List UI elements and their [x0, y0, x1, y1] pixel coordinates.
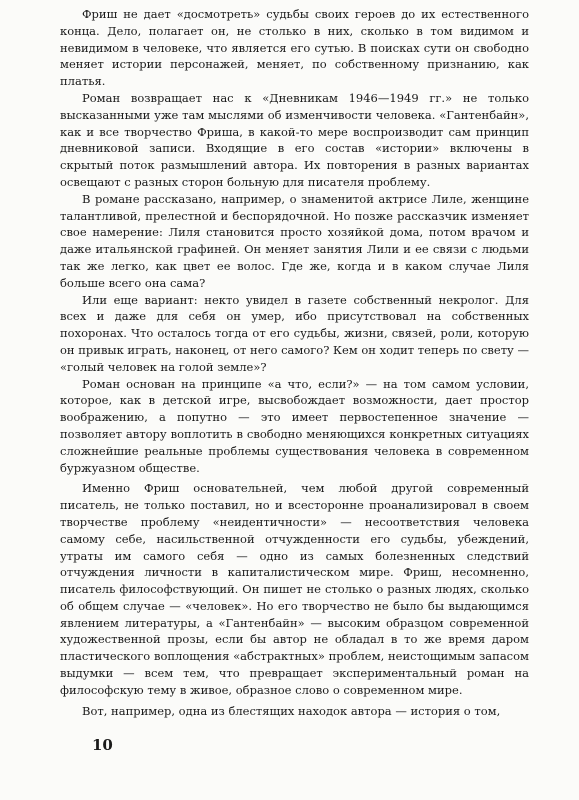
paragraph-3: В романе рассказано, например, о знаменитой актрисе Лиле, женщине талантливой, прелестной и беспорядочной. Но позже рассказчик изменяет свое намерение: Лиля становится просто хозяйкой дома, потом врачом и даже итальянской графиней. Он меняет занятия Лили и ее связи с людьми так же легко, как цвет ее волос. Где же, когда и в каком случае Лиля больше всего она сама?: [60, 191, 529, 290]
paragraph-4: Или еще вариант: некто увидел в газете собственный некролог. Для всех и даже для себя он умер, ибо присутствовал на собственных похоронах. Что осталось тогда от его судьбы, жизни, связей, роли, которую он привык играть, наконец, от него самого? Кем он ходит теперь по свету — «голый человек на голой земле»?: [60, 292, 529, 374]
paragraph-6: Именно Фриш основательней, чем любой другой современный писатель, не только поставил, но и всесторонне проанализировал в своем творчестве проблему «неидентичности» — несоответствия человека самому себе, насильственной отчужденности его судьбы, убеждений, утраты им самого себя — одно из самых болезненных следствий отчуждения личности в капиталистическом мире. Фриш, несомненно, писатель философствующий. Он пишет не столько о разных людях, сколько об общем случае — «человек». Но его творчество не было бы выдающимся явлением литературы, а «Гантенбайн» — высоким образцом современной художественной прозы, если бы автор не обладал в то же время даром пластического воплощения «абстрактных» проблем, неистощимым запасом выдумки — всем тем, что превращает экспериментальный роман на философскую тему в живое, образное слово о современном мире.: [60, 481, 529, 697]
body-text: [60, 6, 529, 719]
page-number: 10: [92, 736, 113, 754]
paragraph-7: Вот, например, одна из блестящих находок автора — история о том,: [82, 703, 501, 718]
paragraph-1: Фриш не дает «досмотреть» судьбы своих героев до их естественного конца. Дело, полагает он, не столько в них, сколько в том видимом и невидимом в человеке, что является его сутью. В поисках сути он свободно меняет истории персонажей, меняет, по собственному признанию, как платья.: [60, 7, 529, 89]
paragraph-2: Роман возвращает нас к «Дневникам 1946—1949 гг.» не только высказанными уже там мыслями об изменчивости человека. «Гантенбайн», как и все творчество Фриша, в какой-то мере воспроизводит сам принцип дневниковой записи. Входящие в его состав «истории» включены в скрытый поток размышлений автора. Их повторения в разных вариантах освещают с разных сторон больную для писателя проблему.: [60, 90, 529, 189]
paragraph-5: Роман основан на принципе «а что, если?» — на том самом условии, которое, как в детской игре, высвобождает возможности, дает простор воображению, а попутно — это имеет первостепенное значение — позволяет автору воплотить в свободно меняющихся конкретных ситуациях сложнейшие реальные проблемы существования человека в современном буржуазном обществе.: [60, 376, 529, 475]
